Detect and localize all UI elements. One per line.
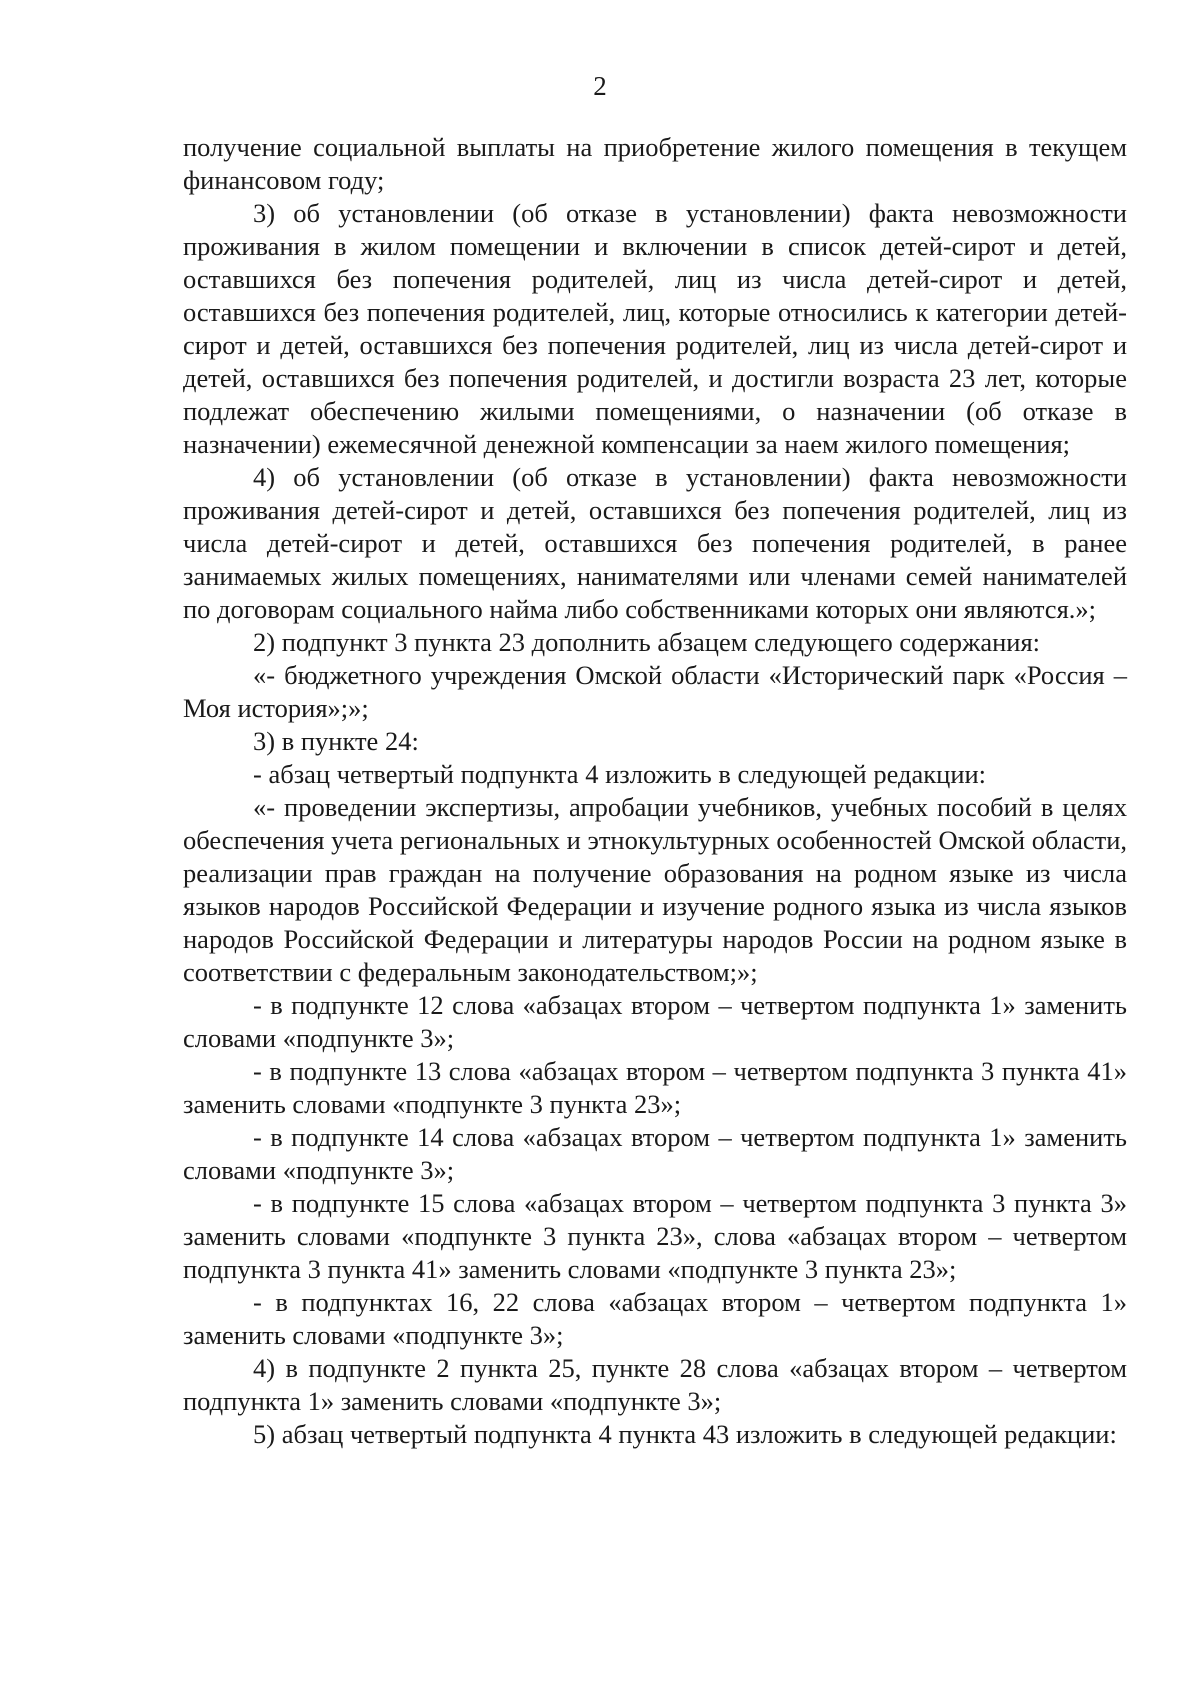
paragraph-2: 3) об установлении (об отказе в установлении) факта невозможности проживания в жилом помещении и включении в список детей-сирот и детей, оставшихся без попечения родителей, лиц из числа детей-сирот и детей, оставшихся без попечения родителей, лиц, которые относились к категории детей-сирот и детей, оставшихся без попечения родителей, лиц из числа детей-сирот и детей, оставшихся без попечения родителей, и достигли возраста 23 лет, которые подлежат обеспечению жилыми помещениями, о назначении (об отказе в назначении) ежемесячной денежной компенсации за наем жилого помещения; <box>183 198 1127 459</box>
paragraph-5: «- бюджетного учреждения Омской области «Исторический парк «Россия – Моя история»;»; <box>183 660 1127 723</box>
paragraph-15: 5) абзац четвертый подпункта 4 пункта 43 изложить в следующей редакции: <box>253 1419 1117 1449</box>
page-number: 2 <box>593 71 607 101</box>
paragraph-4: 2) подпункт 3 пункта 23 дополнить абзацем следующего содержания: <box>253 627 1041 657</box>
paragraph-6: 3) в пункте 24: <box>253 726 419 756</box>
paragraph-12: - в подпункте 15 слова «абзацах втором – четвертом подпункта 3 пункта 3» заменить словами «подпункте 3 пункта 23», слова «абзацах втором – четвертом подпункта 3 пункта 41» заменить словами «подпункте 3 пункта 23»; <box>183 1188 1127 1284</box>
paragraph-3: 4) об установлении (об отказе в установлении) факта невозможности проживания детей-сирот и детей, оставшихся без попечения родителей, лиц из числа детей-сирот и детей, оставшихся без попечения родителей, в ранее занимаемых жилых помещениях, нанимателями или членами семей нанимателей по договорам социального найма либо собственниками которых они являются.»; <box>183 462 1127 624</box>
paragraph-14: 4) в подпункте 2 пункта 25, пункте 28 слова «абзацах втором – четвертом подпункта 1» заменить словами «подпункте 3»; <box>183 1353 1127 1416</box>
paragraph-8: «- проведении экспертизы, апробации учебников, учебных пособий в целях обеспечения учета региональных и этнокультурных особенностей Омской области, реализации прав граждан на получение образования на родном языке из числа языков народов Российской Федерации и изучение родного языка из числа языков народов Российской Федерации и литературы народов России на родном языке в соответствии с федеральным законодательством;»; <box>183 792 1127 987</box>
paragraph-13: - в подпунктах 16, 22 слова «абзацах втором – четвертом подпункта 1» заменить словами «подпункте 3»; <box>183 1287 1127 1350</box>
paragraph-1: получение социальной выплаты на приобретение жилого помещения в текущем финансовом году; <box>183 132 1127 195</box>
paragraph-11: - в подпункте 14 слова «абзацах втором – четвертом подпункта 1» заменить словами «подпункте 3»; <box>183 1122 1127 1185</box>
paragraph-9: - в подпункте 12 слова «абзацах втором – четвертом подпункта 1» заменить словами «подпункте 3»; <box>183 990 1127 1053</box>
document-body <box>183 131 1127 1451</box>
paragraph-7: - абзац четвертый подпункта 4 изложить в следующей редакции: <box>253 759 987 789</box>
paragraph-10: - в подпункте 13 слова «абзацах втором – четвертом подпункта 3 пункта 41» заменить словами «подпункте 3 пункта 23»; <box>183 1056 1127 1119</box>
